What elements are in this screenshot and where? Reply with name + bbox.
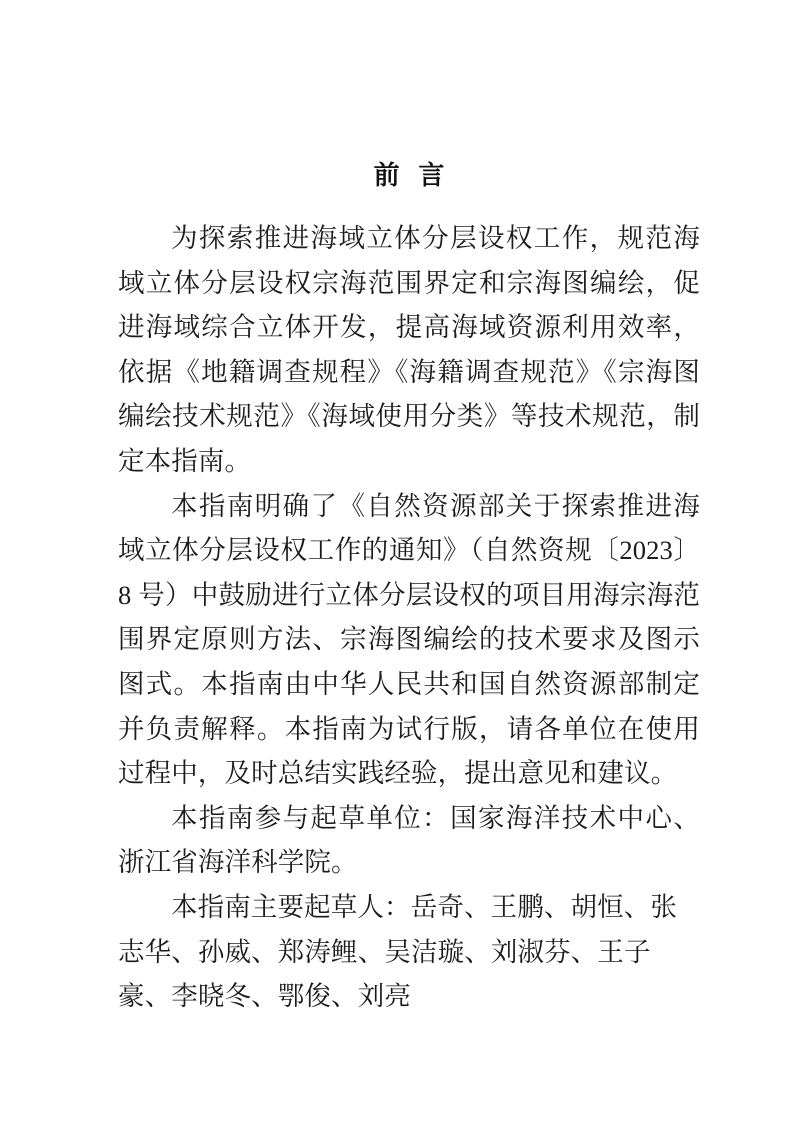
body-text-block <box>118 216 700 1019</box>
paragraph-principal-drafters: 本指南主要起草人：岳奇、王鹏、胡恒、张志华、孙威、郑涛鲤、吴洁璇、刘淑芬、王子豪、李晓冬、鄂俊、刘亮 <box>118 891 678 1012</box>
paragraph-participating-units: 本指南参与起草单位：国家海洋技术中心、浙江省海洋科学院。 <box>118 802 700 878</box>
page-title: 前 言 <box>373 160 451 190</box>
paragraph-scope-and-interpretation: 本指南明确了《自然资源部关于探索推进海域立体分层设权工作的通知》（自然资规〔2023〕8 号）中鼓励进行立体分层设权的项目用海宗海范围界定原则方法、宗海图编绘的技术要求及图示图式。本指南由中华人民共和国自然资源部制定并负责解释。本指南为试行版，请各单位在使用过程中，及时总结实践经验，提出意见和建议。 <box>118 490 700 789</box>
paragraph-purpose-and-basis: 为探索推进海域立体分层设权工作，规范海域立体分层设权宗海范围界定和宗海图编绘，促进海域综合立体开发，提高海域资源利用效率，依据《地籍调查规程》《海籍调查规范》《宗海图编绘技术规范》《海域使用分类》等技术规范，制定本指南。 <box>118 223 700 476</box>
